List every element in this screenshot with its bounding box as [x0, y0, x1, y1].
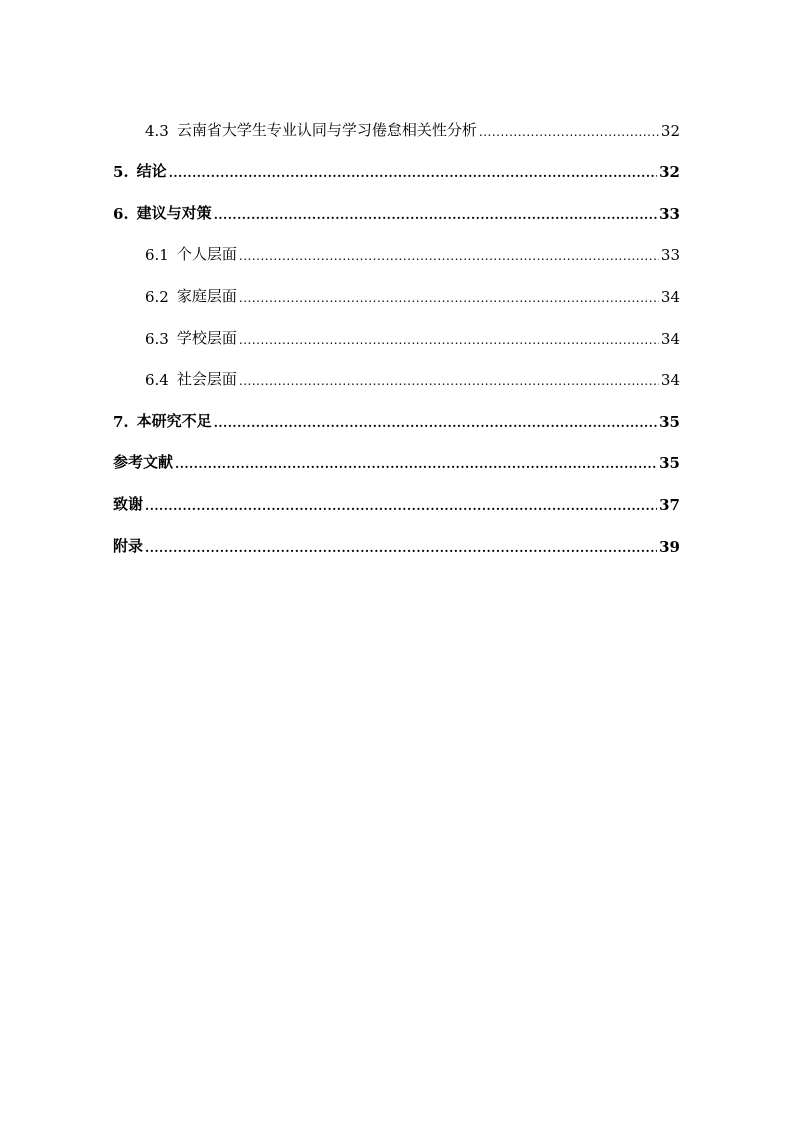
toc-entry-page: 34	[660, 371, 680, 390]
toc-dot-leader	[145, 500, 657, 514]
toc-entry-title: 个人层面	[176, 245, 237, 264]
toc-entry-title: 结论	[136, 162, 167, 181]
table-of-contents	[113, 104, 680, 562]
toc-entry-number: 6.	[113, 204, 129, 223]
toc-dot-leader	[214, 417, 657, 431]
toc-entry[interactable]	[113, 312, 680, 354]
toc-entry-number: 7.	[113, 412, 129, 431]
toc-entry-page: 33	[660, 246, 680, 265]
toc-entry-title: 学校层面	[176, 328, 237, 347]
toc-entry-title: 云南省大学生专业认同与学习倦怠相关性分析	[176, 120, 477, 139]
toc-dot-leader	[169, 167, 657, 181]
toc-entry-number: 4.3	[145, 121, 169, 140]
toc-entry-page: 39	[659, 537, 680, 556]
toc-entry[interactable]	[113, 354, 680, 396]
toc-entry[interactable]	[113, 478, 680, 520]
toc-entry[interactable]	[113, 270, 680, 312]
toc-entry-page: 32	[659, 163, 680, 182]
toc-dot-leader	[479, 126, 659, 140]
toc-entry[interactable]	[113, 187, 680, 229]
toc-entry-number: 6.4	[145, 371, 169, 390]
toc-entry-title: 参考文献	[113, 453, 174, 472]
toc-dot-leader	[145, 542, 657, 556]
toc-dot-leader	[175, 458, 657, 472]
toc-dot-leader	[239, 375, 659, 389]
toc-entry-page: 33	[659, 204, 680, 223]
toc-entry-title: 社会层面	[176, 370, 237, 389]
toc-entry[interactable]	[113, 437, 680, 479]
toc-entry[interactable]	[113, 395, 680, 437]
toc-entry-number: 6.1	[145, 246, 169, 265]
toc-entry-page: 34	[660, 287, 680, 306]
toc-entry-title: 家庭层面	[176, 286, 237, 305]
toc-entry-title: 致谢	[113, 494, 144, 513]
toc-entry[interactable]	[113, 146, 680, 188]
toc-entry-page: 37	[659, 495, 680, 514]
toc-dot-leader	[239, 250, 659, 264]
toc-dot-leader	[239, 334, 659, 348]
toc-entry[interactable]	[113, 229, 680, 271]
toc-entry-title: 建议与对策	[136, 203, 212, 222]
toc-entry-title: 本研究不足	[136, 411, 212, 430]
toc-dot-leader	[214, 209, 657, 223]
toc-entry-number: 6.2	[145, 287, 169, 306]
toc-dot-leader	[239, 292, 659, 306]
toc-entry-number: 5.	[113, 163, 129, 182]
toc-entry-page: 34	[660, 329, 680, 348]
toc-entry[interactable]	[113, 104, 680, 146]
toc-entry-page: 32	[660, 121, 680, 140]
toc-entry[interactable]	[113, 520, 680, 562]
toc-entry-number: 6.3	[145, 329, 169, 348]
toc-entry-page: 35	[659, 412, 680, 431]
toc-entry-title: 附录	[113, 536, 144, 555]
toc-entry-page: 35	[659, 454, 680, 473]
